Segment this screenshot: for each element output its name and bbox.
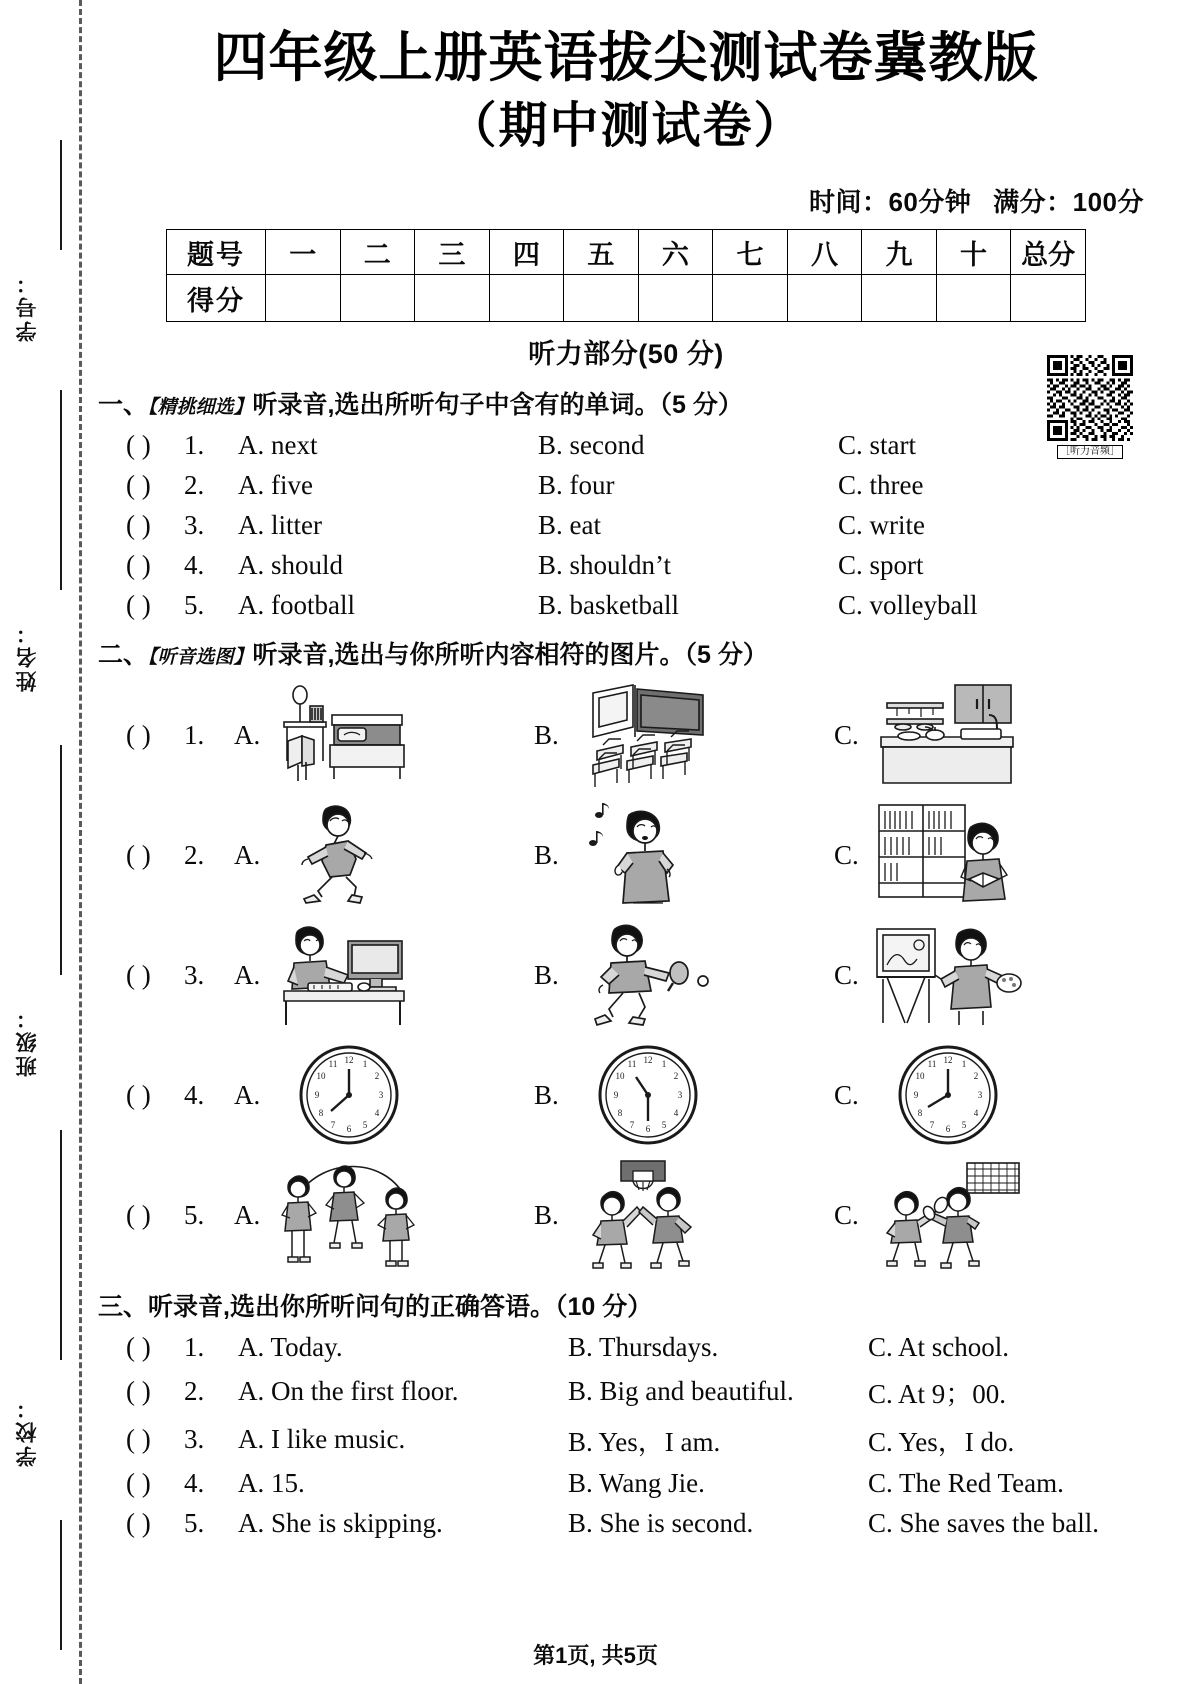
svg-text:12: 12 [344,1055,354,1066]
score-cell-4[interactable] [489,275,564,322]
option-c-label: C. [834,839,859,870]
svg-text:9: 9 [913,1090,919,1101]
question-number: 2. [184,470,205,501]
question-number: 4. [184,550,205,581]
main-content [96,0,1156,1684]
option-b-label: B. [534,1199,559,1230]
question-number: 2. [184,1376,205,1407]
question-number: 5. [184,590,205,621]
svg-text:2: 2 [673,1071,679,1082]
picture-question-row [96,677,1156,793]
option-c[interactable]: C. At school. [868,1332,1010,1363]
answer-blank[interactable]: ( ) [126,1376,151,1407]
answer-blank[interactable]: ( ) [126,470,151,501]
question-number: 1. [184,1332,205,1363]
picture-option-b[interactable] [534,919,834,1031]
question-row [96,1372,1156,1411]
option-b[interactable]: B. Big and beautiful. [568,1376,794,1407]
answer-blank[interactable]: ( ) [126,1079,151,1110]
part-2-number: 二、 [98,641,149,670]
svg-text:8: 8 [917,1108,923,1119]
score-cell-2[interactable] [340,275,415,322]
time-limit-label: 时间：60分钟 [808,187,972,218]
option-a[interactable]: A. She is skipping. [238,1508,443,1539]
option-a-label: A. [234,1079,261,1110]
qr-code-icon[interactable] [1042,355,1138,441]
part-3-instruction: 听录音,选出你所听问句的正确答语。 [148,1293,555,1322]
answer-blank[interactable]: ( ) [126,959,151,990]
picture-option-c[interactable] [834,679,1156,791]
question-row [96,1468,1156,1499]
picture-question-row [96,1157,1156,1273]
svg-text:11: 11 [627,1059,637,1070]
picture-option-a[interactable] [234,1039,534,1151]
option-b[interactable]: B. second [538,430,645,461]
svg-text:6: 6 [945,1124,951,1135]
score-cell-1[interactable] [266,275,341,322]
svg-text:9: 9 [315,1090,320,1101]
svg-text:1: 1 [661,1059,667,1070]
question-row [96,590,1156,621]
picture-question-row [96,797,1156,913]
picture-option-a[interactable] [234,799,534,911]
option-a[interactable]: A. 15. [238,1468,305,1499]
svg-text:1: 1 [961,1059,967,1070]
answer-blank[interactable]: ( ) [126,1332,151,1363]
score-col-6: 六 [638,230,713,275]
svg-text:7: 7 [929,1120,935,1131]
part-1-points: （5 分） [659,391,743,420]
score-cell-8[interactable] [787,275,862,322]
girl-singing-music-notes-picture[interactable] [563,799,733,911]
picture-option-a[interactable] [234,919,534,1031]
clock-seven-oclock-picture[interactable] [264,1039,434,1151]
answer-blank[interactable]: ( ) [126,550,151,581]
listening-section-band: 听力部分(50 分) [528,339,724,370]
part-1-tag: 【精挑细选】 [148,397,253,419]
option-b[interactable]: B. shouldn’t [538,550,672,581]
picture-option-b[interactable] [534,679,834,791]
option-c[interactable]: C. sport [838,550,924,581]
svg-text:10: 10 [615,1071,625,1082]
option-c[interactable]: C. Yes，I do. [868,1427,1015,1458]
question-number: 1. [184,430,205,461]
option-a-label: A. [234,839,261,870]
option-b[interactable]: B. Thursdays. [568,1332,719,1363]
option-a[interactable]: A. next [238,430,318,461]
score-table-header-row [167,230,1086,275]
option-a-label: A. [234,1199,261,1230]
svg-text:12: 12 [643,1055,653,1066]
question-row [96,550,1156,581]
picture-option-c[interactable] [834,799,1156,911]
page-title: 四年级上册英语拔尖测试卷冀教版 [213,28,1039,88]
seal-segment [60,390,62,590]
question-row [96,470,1156,501]
option-a[interactable]: A. litter [238,510,322,541]
seal-segment [60,745,62,975]
score-table [166,229,1086,322]
question-number: 1. [184,719,205,750]
page-subtitle: （期中测试卷） [447,99,805,154]
score-cell-total[interactable] [1011,275,1086,322]
score-table-row-label-question: 题号 [167,230,266,275]
question-number: 2. [184,839,205,870]
question-row [96,510,1156,541]
picture-option-b[interactable] [534,1039,834,1151]
question-row [96,430,1156,461]
option-a-label: A. [234,719,261,750]
score-col-8: 八 [787,230,862,275]
score-cell-10[interactable] [936,275,1011,322]
seal-segment [60,1520,62,1650]
seal-segment [60,140,62,250]
option-c[interactable]: C. The Red Team. [868,1468,1064,1499]
seal-segment [60,1130,62,1360]
listening-audio-qr-block[interactable] [1038,355,1142,459]
svg-text:2: 2 [973,1071,979,1082]
clock-six-thirty-picture[interactable] [563,1039,733,1151]
total-points-label: 满分：100分 [993,187,1144,218]
picture-option-b[interactable] [534,1159,834,1271]
left-margin-seal-area [0,0,88,1684]
svg-text:3: 3 [379,1090,384,1101]
option-c[interactable]: C. three [838,470,924,501]
score-cell-6[interactable] [638,275,713,322]
clock-eight-oclock-picture[interactable] [863,1039,1033,1151]
score-table-row-label-score: 得分 [167,275,266,322]
picture-option-c[interactable] [834,1159,1156,1271]
score-cell-3[interactable] [415,275,490,322]
answer-blank[interactable]: ( ) [126,1508,151,1539]
score-col-total: 总分 [1011,230,1086,275]
option-a[interactable]: A. five [238,470,313,501]
svg-text:5: 5 [661,1120,667,1131]
option-c[interactable]: C. start [838,430,916,461]
answer-blank[interactable]: ( ) [126,1424,151,1455]
option-c[interactable]: C. At 9；00. [868,1379,1007,1410]
svg-text:3: 3 [977,1090,983,1101]
svg-text:3: 3 [677,1090,683,1101]
score-cell-5[interactable] [564,275,639,322]
score-col-5: 五 [564,230,639,275]
option-c[interactable]: C. write [838,510,925,541]
svg-text:8: 8 [617,1108,623,1119]
girl-running-picture[interactable] [264,799,434,911]
score-col-9: 九 [862,230,937,275]
page-footer: 第1页, 共5页 [533,1643,658,1668]
svg-text:5: 5 [961,1120,967,1131]
part-1-heading [98,385,1156,421]
margin-label-name: 姓名： [15,620,39,692]
option-b-label: B. [534,1079,559,1110]
score-col-1: 一 [266,230,341,275]
part-3-points: （10 分） [554,1293,653,1322]
question-number: 5. [184,1199,205,1230]
boy-painting-easel-picture[interactable] [863,919,1033,1031]
option-a[interactable]: A. On the first floor. [238,1376,459,1407]
answer-blank[interactable]: ( ) [126,839,151,870]
score-col-2: 二 [340,230,415,275]
option-a[interactable]: A. Today. [238,1332,343,1363]
score-col-7: 七 [713,230,788,275]
score-cell-9[interactable] [862,275,937,322]
option-c[interactable]: C. volleyball [838,590,978,621]
bedroom-desk-bed-picture[interactable] [264,679,434,791]
answer-blank[interactable]: ( ) [126,1468,151,1499]
part-1-instruction: 听录音,选出所听句子中含有的单词。 [252,391,660,420]
svg-text:11: 11 [328,1059,338,1070]
part-1-number: 一、 [98,391,149,420]
answer-blank[interactable]: ( ) [126,510,151,541]
option-b-label: B. [534,839,559,870]
svg-text:4: 4 [673,1108,679,1119]
svg-text:4: 4 [973,1108,979,1119]
score-col-10: 十 [936,230,1011,275]
option-a[interactable]: A. should [238,550,344,581]
boy-reading-bookshelf-picture[interactable] [863,799,1033,911]
score-table-score-row [167,275,1086,322]
svg-text:6: 6 [347,1124,352,1135]
part-2-points: （5 分） [684,641,768,670]
picture-option-c[interactable] [834,1039,1156,1151]
kitchen-sink-cupboard-picture[interactable] [863,679,1033,791]
option-c-label: C. [834,1079,859,1110]
answer-blank[interactable]: ( ) [126,1199,151,1230]
question-number: 3. [184,959,205,990]
option-b[interactable]: B. four [538,470,615,501]
part-2-heading [98,635,1156,671]
answer-blank[interactable]: ( ) [126,590,151,621]
svg-text:7: 7 [629,1120,635,1131]
svg-text:8: 8 [319,1108,324,1119]
question-row [96,1508,1156,1539]
svg-text:1: 1 [363,1059,368,1070]
option-b[interactable]: B. eat [538,510,601,541]
option-b[interactable]: B. basketball [538,590,679,621]
option-c-label: C. [834,959,859,990]
margin-label-school: 学校： [15,1395,39,1467]
part-2-instruction: 听录音,选出与你所听内容相符的图片。 [252,641,685,670]
part-2-tag: 【听音选图】 [148,647,253,669]
question-number: 4. [184,1468,205,1499]
svg-text:5: 5 [363,1120,368,1131]
boy-using-computer-picture[interactable] [264,919,434,1031]
option-c-label: C. [834,719,859,750]
option-c[interactable]: C. She saves the ball. [868,1508,1099,1539]
picture-question-row [96,917,1156,1033]
question-number: 3. [184,1424,205,1455]
answer-blank[interactable]: ( ) [126,430,151,461]
question-number: 5. [184,1508,205,1539]
children-playing-badminton-picture[interactable] [863,1159,1033,1271]
option-b[interactable]: B. She is second. [568,1508,754,1539]
svg-text:7: 7 [331,1120,336,1131]
picture-option-a[interactable] [234,679,534,791]
svg-text:2: 2 [375,1071,380,1082]
picture-question-row [96,1037,1156,1153]
svg-text:10: 10 [915,1071,925,1082]
classroom-desks-blackboard-picture[interactable] [563,679,733,791]
children-skipping-rope-picture[interactable] [264,1159,434,1271]
picture-option-c[interactable] [834,919,1156,1031]
part-3-heading [98,1287,1156,1323]
question-number: 3. [184,510,205,541]
option-b-label: B. [534,959,559,990]
score-col-4: 四 [489,230,564,275]
option-b[interactable]: B. Wang Jie. [568,1468,705,1499]
picture-option-a[interactable] [234,1159,534,1271]
question-row [96,1420,1156,1459]
margin-label-class: 班级： [15,1005,39,1077]
option-a-label: A. [234,959,261,990]
svg-text:11: 11 [927,1059,937,1070]
boys-playing-basketball-picture[interactable] [563,1159,733,1271]
part-3-number: 三、 [98,1293,149,1322]
svg-text:6: 6 [645,1124,651,1135]
score-cell-7[interactable] [713,275,788,322]
exam-meta [96,182,1156,219]
option-c-label: C. [834,1199,859,1230]
picture-option-b[interactable] [534,799,834,911]
margin-label-student-id: 学号： [15,270,39,342]
svg-text:9: 9 [613,1090,619,1101]
qr-caption: ［听力音频］ [1057,445,1123,459]
answer-blank[interactable]: ( ) [126,719,151,750]
option-a[interactable]: A. I like music. [238,1424,406,1455]
question-number: 4. [184,1079,205,1110]
svg-text:12: 12 [943,1055,953,1066]
option-b-label: B. [534,719,559,750]
option-a[interactable]: A. football [238,590,355,621]
svg-text:10: 10 [316,1071,326,1082]
option-b[interactable]: B. Yes，I am. [568,1427,721,1458]
boy-playing-ping-pong-picture[interactable] [563,919,733,1031]
score-col-3: 三 [415,230,490,275]
question-row [96,1332,1156,1363]
svg-text:4: 4 [375,1108,380,1119]
